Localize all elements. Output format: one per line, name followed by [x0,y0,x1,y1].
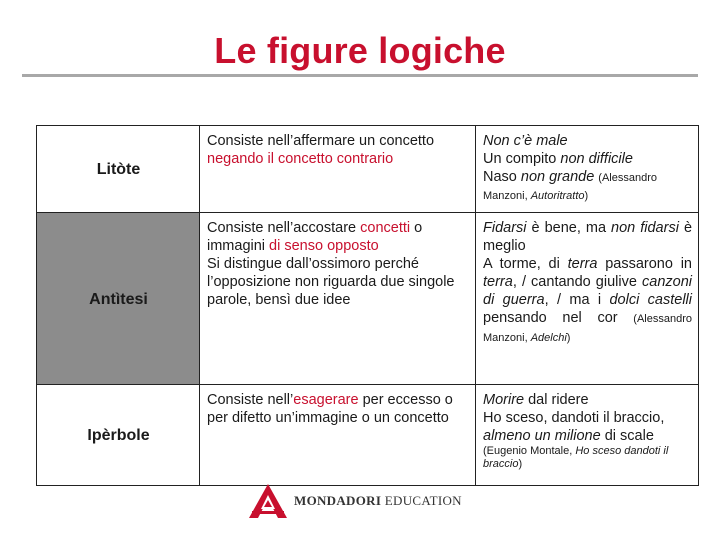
example-text: dal ridere [524,392,589,408]
logo-brand: MONDADORI [294,493,382,508]
example-text: A torme, di [483,256,568,272]
mondadori-education-logo [248,482,474,520]
example-line [483,391,692,409]
definition-paragraph [207,219,469,255]
example-source-line [483,187,692,205]
table-row [37,385,699,486]
example-source: (Eugenio Montale, [483,445,576,457]
example-cell [476,126,699,213]
example-line [483,255,692,347]
example-text: , / ma i [544,292,610,308]
definition-highlight: negando il concetto contrario [207,151,394,167]
example-line [483,150,692,168]
example-text: Naso [483,169,521,185]
definition-paragraph: Si distingue dall’ossimoro perché l’opposizione non riguarda due singole parole, bensì due idee [207,256,455,308]
example-source: ) [518,458,523,470]
definition-highlight: esagerare [293,392,359,408]
example-source-title: Ho sceso dandoti il braccio [483,445,669,470]
definition-cell [200,213,476,385]
definition-highlight: di senso opposto [269,238,379,254]
term-cell: Litòte [37,126,200,213]
example-line [483,409,692,445]
example-italic: Morire [483,392,525,408]
example-italic: non difficile [560,151,633,167]
definition-cell [200,126,476,213]
term-cell: Ipèrbole [37,385,200,486]
example-italic: Fidarsi [483,220,527,236]
definition-text: Consiste nell’accostare [207,220,361,236]
example-text: , / cantando giulive [512,274,643,290]
example-text: pensando nel cor [483,310,618,326]
definition-text: per eccesso o per difetto un’immagine o un concetto [207,392,453,426]
example-line [483,168,692,187]
example-text: Un compito [483,151,561,167]
example-source: (Alessandro Manzoni, [483,313,692,344]
example-cell [476,213,699,385]
example-source-title: Adelchi [530,332,567,344]
term-cell: Antìtesi [37,213,200,385]
definition-highlight: concetti [360,220,411,236]
example-italic: dolci castelli [609,292,692,308]
definition-text: o immagini [207,220,423,254]
logo-suffix: EDUCATION [384,493,462,508]
logo-wordmark [294,493,462,509]
example-source: Manzoni, [483,190,531,202]
figures-table [36,125,699,486]
example-italic: terra [567,256,598,272]
example-text: è meglio [483,220,693,254]
example-source: ) [584,190,589,202]
example-italic: non grande [520,169,595,185]
example-text: è bene, ma [526,220,612,236]
example-source: (Alessandro [598,172,657,184]
title-divider [22,74,698,77]
table-row [37,126,699,213]
example-cell [476,385,699,486]
example-text: passarono in [597,256,693,272]
example-text: di scale [600,428,654,444]
definition-text: Consiste nell’ [207,392,294,408]
example-italic: terra [483,274,513,290]
example-source: ) [566,332,571,344]
definition-cell [200,385,476,486]
example-line [483,132,692,150]
table-row [37,213,699,385]
example-italic: canzoni di guerra [483,274,692,308]
example-text: Ho sceso, dandoti il braccio, [483,410,665,426]
example-italic: almeno un milione [483,428,601,444]
page-title: Le figure logiche [214,30,506,71]
example-italic: non fidarsi [611,220,679,236]
example-source-line [483,445,692,471]
example-line [483,219,692,255]
example-italic: Non c’è male [483,133,568,149]
mondadori-rose-logo-icon [248,483,288,519]
definition-text: Consiste nell’affermare un concetto [207,133,435,149]
example-source-title: Autoritratto [530,190,585,202]
